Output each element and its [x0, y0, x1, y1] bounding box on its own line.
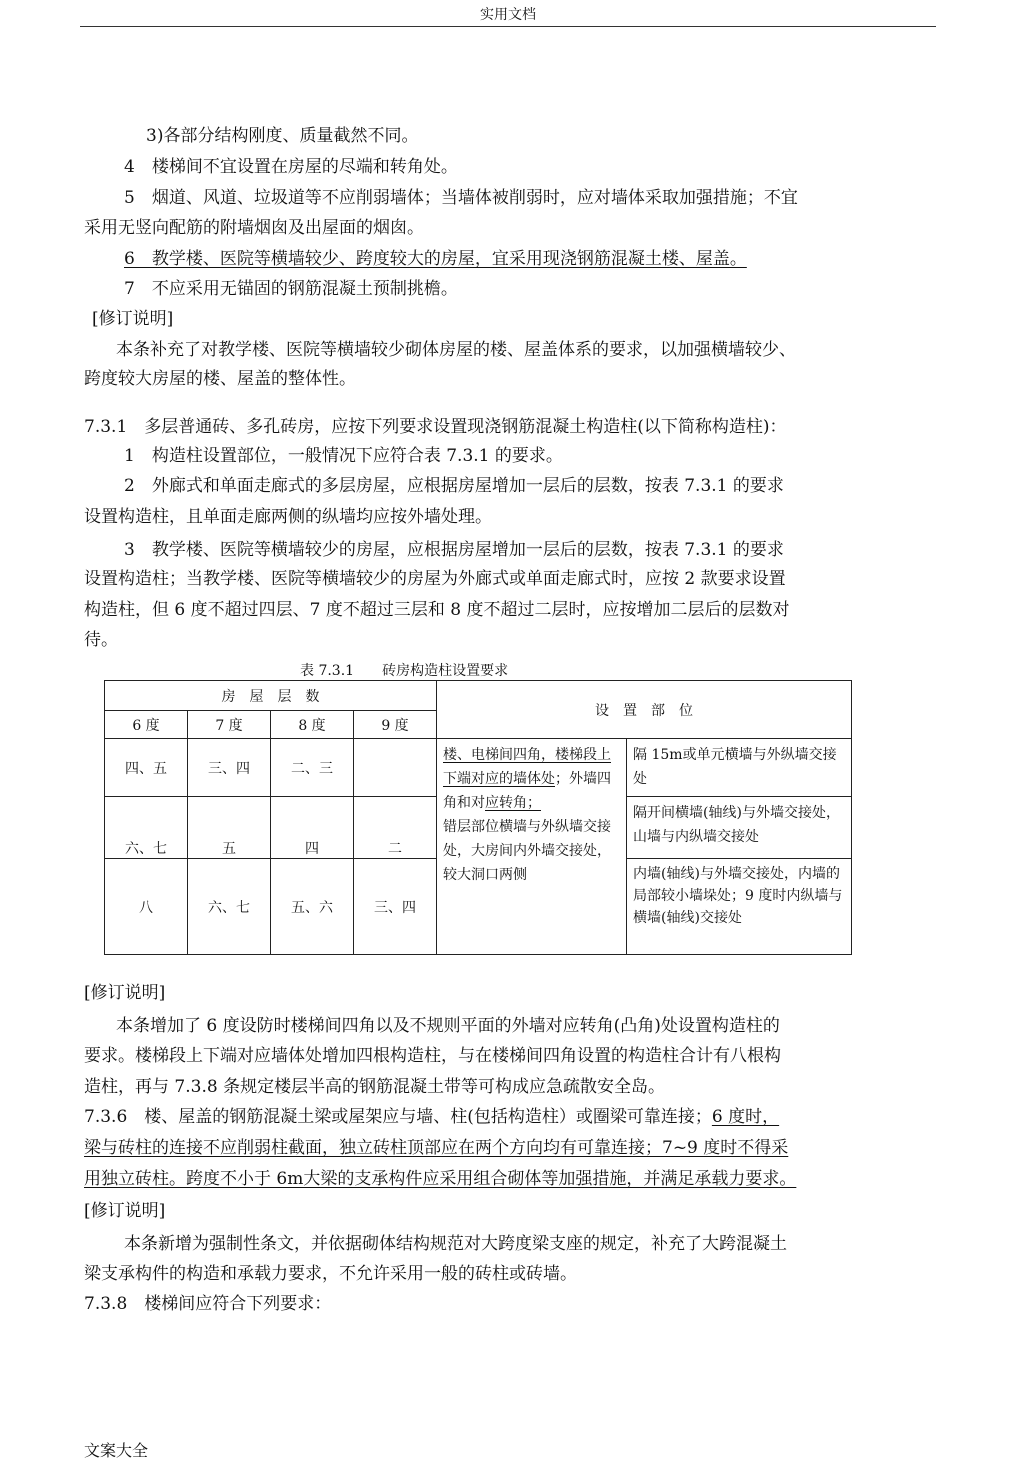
- position-cell: 隔 15m或单元横墙与外纵墙交接处: [627, 739, 852, 797]
- common-position-cell: [437, 739, 627, 955]
- position-cell: 内墙(轴线)与外墙交接处，内墙的局部较小墙垛处；9 度时内纵墙与横墙(轴线)交接处: [627, 859, 852, 955]
- table-cell: 四: [271, 797, 354, 859]
- table-cell: 八: [105, 859, 188, 955]
- text-line: 梁支承构件的构造和承载力要求，不允许采用一般的砖柱或砖墙。: [84, 1264, 577, 1284]
- degree-8: 8 度: [271, 711, 354, 739]
- text-line: 2 外廊式和单面走廊式的多层房屋，应根据房屋增加一层后的层数，按表 7.3.1 的要求: [124, 476, 784, 496]
- table-cell: 三、四: [354, 859, 437, 955]
- text-line: 1 构造柱设置部位，一般情况下应符合表 7.3.1 的要求。: [124, 446, 563, 466]
- clause-text: 7.3.6 楼、屋盖的钢筋混凝土梁或屋架应与墙、柱(包括构造柱）或圈梁可靠连接；: [84, 1107, 712, 1127]
- construction-column-table: [104, 680, 852, 955]
- revision-note-heading: [修订说明]: [84, 983, 166, 1003]
- common-position-text-2: 错层部位横墙与外纵墙交接处，大房间内外墙交接处，较大洞口两侧: [443, 819, 611, 883]
- text-line: 设置构造柱，且单面走廊两侧的纵墙均应按外墙处理。: [84, 507, 492, 527]
- text-line: 4 楼梯间不宜设置在房屋的尽端和转角处。: [124, 157, 458, 177]
- table-cell: 二、三: [271, 739, 354, 797]
- table-cell: 二: [354, 797, 437, 859]
- position-cell: 隔开间横墙(轴线)与外墙交接处，山墙与内纵墙交接处: [627, 797, 852, 859]
- table-cell: 五、六: [271, 859, 354, 955]
- text-line: 3 教学楼、医院等横墙较少的房屋，应根据房屋增加一层后的层数，按表 7.3.1 的要求: [124, 540, 784, 560]
- text-line: 5 烟道、风道、垃圾道等不应削弱墙体；当墙体被削弱时，应对墙体采取加强措施；不宜: [124, 188, 798, 208]
- degree-7: 7 度: [188, 711, 271, 739]
- text-line: 采用无竖向配筋的附墙烟囱及出屋面的烟囱。: [84, 218, 424, 238]
- table-cell: 三、四: [188, 739, 271, 797]
- table-cell: [354, 739, 437, 797]
- page-header: 实用文档: [80, 4, 936, 27]
- text-line: 待。: [84, 630, 118, 650]
- text-line-underlined: 6 教学楼、医院等横墙较少、跨度较大的房屋，宜采用现浇钢筋混凝土楼、屋盖。: [124, 249, 747, 269]
- table-cell: 六、七: [188, 859, 271, 955]
- text-line: 造柱，再与 7.3.8 条规定楼层半高的钢筋混凝土带等可构成应急疏散安全岛。: [84, 1077, 666, 1097]
- revision-note-heading: [修订说明]: [92, 309, 174, 329]
- table-caption: 表 7.3.1 砖房构造柱设置要求: [300, 663, 509, 679]
- table-head-floors: 房 屋 层 数: [105, 681, 437, 711]
- text-line-underlined: 用独立砖柱。跨度不小于 6m大梁的支承构件应采用组合砌体等加强措施，并满足承载力要求。: [84, 1169, 797, 1189]
- text-line: 本条补充了对教学楼、医院等横墙较少砌体房屋的楼、屋盖体系的要求，以加强横墙较少、: [116, 340, 796, 360]
- common-position-underlined-2: 应转角；: [485, 795, 541, 811]
- text-line: 构造柱，但 6 度不超过四层、7 度不超过三层和 8 度不超过二层时，应按增加二层后的层数对: [84, 600, 790, 620]
- clause-text-underlined: 6 度时，: [711, 1107, 780, 1127]
- common-position-underlined: 楼、电梯间四角，楼梯段上下端对应的墙体处: [443, 747, 611, 787]
- clause-heading: 7.3.8 楼梯间应符合下列要求：: [84, 1294, 332, 1314]
- table-cell: 五: [188, 797, 271, 859]
- text-line: 设置构造柱；当教学楼、医院等横墙较少的房屋为外廊式或单面走廊式时，应按 2 款要求设置: [84, 569, 786, 589]
- table-head-position: 设 置 部 位: [437, 681, 852, 739]
- text-line-underlined: 梁与砖柱的连接不应削弱柱截面，独立砖柱顶部应在两个方向均有可靠连接；7~9 度时不得采: [84, 1138, 789, 1158]
- text-line: 本条增加了 6 度设防时楼梯间四角以及不规则平面的外墙对应转角(凸角)处设置构造柱的: [116, 1016, 780, 1036]
- revision-note-heading: [修订说明]: [84, 1201, 166, 1221]
- text-line: 7 不应采用无锚固的钢筋混凝土预制挑檐。: [124, 279, 458, 299]
- clause-heading: 7.3.1 多层普通砖、多孔砖房，应按下列要求设置现浇钢筋混凝土构造柱(以下简称构造柱)：: [84, 417, 787, 437]
- text-line: 跨度较大房屋的楼、屋盖的整体性。: [84, 369, 356, 389]
- degree-6: 6 度: [105, 711, 188, 739]
- text-line: 要求。楼梯段上下端对应墙体处增加四根构造柱，与在楼梯间四角设置的构造柱合计有八根构: [84, 1046, 781, 1066]
- text-line: 本条新增为强制性条文，并依据砌体结构规范对大跨度梁支座的规定，补充了大跨混凝土: [124, 1234, 787, 1254]
- clause-heading: [84, 1106, 779, 1128]
- common-position-text: ；外墙四角和对: [443, 771, 611, 811]
- degree-9: 9 度: [354, 711, 437, 739]
- text-line: 3)各部分结构刚度、质量截然不同。: [146, 126, 419, 146]
- table-cell: 六、七: [105, 797, 188, 859]
- page-footer: 文案大全: [84, 1441, 149, 1460]
- table-cell: 四、五: [105, 739, 188, 797]
